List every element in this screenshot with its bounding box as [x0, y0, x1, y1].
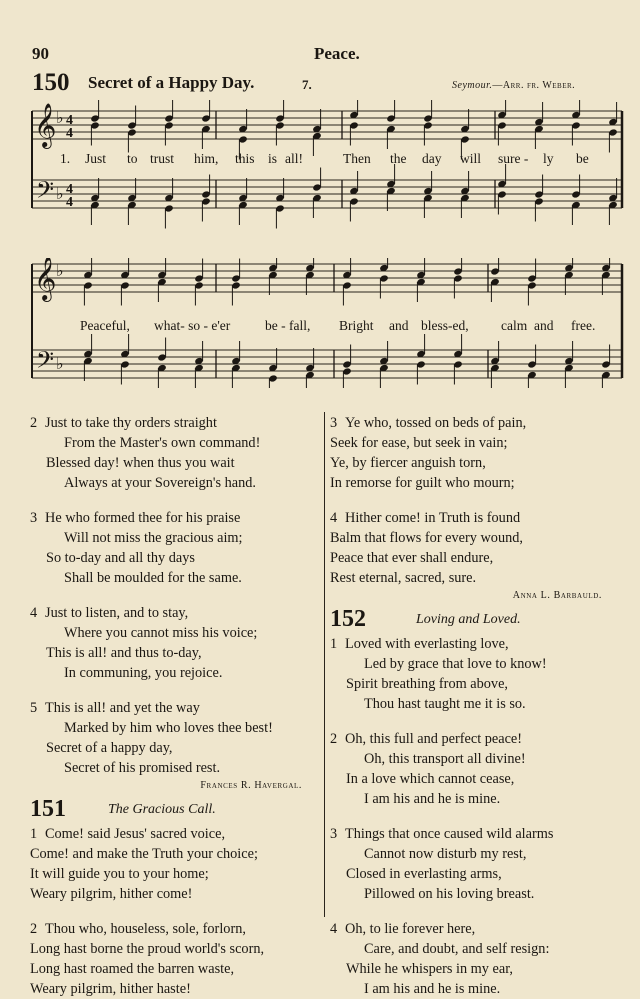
- verse-line: Led by grace that love to know!: [364, 656, 547, 672]
- verse-line: Closed in everlasting arms,: [346, 866, 502, 882]
- running-head: Peace.: [314, 44, 360, 63]
- verse-line: I am his and he is mine.: [364, 791, 501, 807]
- column-divider: [324, 412, 325, 917]
- verse-line: I am his and he is mine.: [364, 981, 501, 997]
- verse-line: Hither come! in Truth is found: [345, 510, 521, 526]
- verse-number: 4: [330, 921, 338, 937]
- verse-line: Always at your Sovereign's hand.: [64, 475, 256, 491]
- verse-line: Things that once caused wild alarms: [345, 826, 554, 842]
- tune-arranger: —Arr. fr. Weber.: [492, 80, 576, 91]
- lyric-syllable: him,: [194, 151, 219, 166]
- verse-line: Just to listen, and to stay,: [45, 605, 189, 621]
- verse-line: Where you cannot miss his voice;: [64, 625, 258, 641]
- verse-line: Ye who, tossed on beds of pain,: [345, 415, 527, 431]
- hymn150-verse-4: [30, 603, 302, 683]
- lyric-syllable: to: [127, 151, 138, 166]
- verse-line: Care, and doubt, and self resign:: [364, 941, 550, 957]
- lyric-syllable: is: [268, 151, 278, 166]
- hymn-header-152: [330, 608, 602, 634]
- lyric-syllable: and: [534, 318, 554, 333]
- page-number: 90: [32, 44, 49, 63]
- bass-clef-icon: 𝄢: [36, 176, 55, 209]
- treble-clef-icon: 𝄞: [34, 258, 57, 300]
- verse-line: Come! said Jesus' sacred voice,: [45, 826, 226, 842]
- verse-line: It will guide you to your home;: [30, 866, 209, 882]
- lyric-syllable: Then: [343, 151, 371, 166]
- hymn-header-151: [30, 798, 302, 824]
- verse-line: Seek for ease, but seek in vain;: [330, 435, 508, 451]
- lyric-syllable: be: [576, 151, 589, 166]
- time-signature: 4: [66, 126, 73, 141]
- lyric-syllable: Bright: [339, 318, 374, 333]
- verse-line: Just to take thy orders straight: [45, 415, 217, 431]
- verse-line: In a love which cannot cease,: [346, 771, 515, 787]
- verse-line: Pillowed on his loving breast.: [364, 886, 535, 902]
- lyric-syllable: and: [389, 318, 409, 333]
- verse-line: This is all! and thus to-day,: [46, 645, 202, 661]
- verse-line: So to-day and all thy days: [46, 550, 195, 566]
- hymn150-verse-3: [30, 508, 302, 588]
- verse-line: While he whispers in my ear,: [346, 961, 513, 977]
- hymn151-verse-3: [330, 413, 602, 493]
- verse-line: Peace that ever shall endure,: [330, 550, 494, 566]
- hymn152-verse-4: [330, 919, 602, 999]
- hymn151-verse-2: [30, 919, 302, 999]
- hymn151-verse-4: [330, 508, 602, 588]
- verse-line: Secret of his promised rest.: [64, 760, 221, 776]
- hymn152-verse-3: [330, 824, 602, 904]
- lyric-line-2: [0, 318, 640, 336]
- verse-line: Thou who, houseless, sole, forlorn,: [45, 921, 246, 937]
- verse-line: Rest eternal, sacred, sure.: [330, 570, 477, 586]
- verse-line: Ye, by fiercer anguish torn,: [330, 455, 486, 471]
- verse-line: Spirit breathing from above,: [346, 676, 508, 692]
- verse-number: 2: [330, 731, 338, 747]
- verse-line: Blessed day! when thus you wait: [46, 455, 235, 471]
- hymn152-verse-1: [330, 634, 602, 714]
- lyric-syllable: the: [390, 151, 407, 166]
- verse-line: This is all! and yet the way: [45, 700, 200, 716]
- author-barbauld: Anna L. Barbauld.: [512, 590, 602, 601]
- author-havergal: Frances R. Havergal.: [200, 780, 302, 791]
- verse-line: Oh, this transport all divine!: [364, 751, 526, 767]
- lyric-syllable: will: [460, 151, 482, 166]
- treble-clef-icon: 𝄞: [34, 103, 57, 147]
- flat-icon: ♭: [56, 184, 64, 203]
- verse-line: Cannot now disturb my rest,: [364, 846, 527, 862]
- lyric-syllable: all!: [285, 151, 303, 166]
- verse-line: In remorse for guilt who mourn;: [330, 475, 515, 491]
- verse-line: Thou hast taught me it is so.: [364, 696, 526, 712]
- lyric-syllable: Peaceful,: [80, 318, 130, 333]
- flat-icon: ♭: [56, 108, 64, 127]
- verse-line: From the Master's own command!: [64, 435, 261, 451]
- verse-number: 2: [30, 415, 38, 431]
- verse-number: 1: [30, 826, 38, 842]
- hymn-number-152: 152: [330, 606, 366, 632]
- verse-line: Long hast borne the proud world's scorn,: [30, 941, 265, 957]
- hymn152-verse-2: [330, 729, 602, 809]
- time-signature: 4: [66, 195, 73, 210]
- verse-line: Marked by him who loves thee best!: [64, 720, 273, 736]
- hymn-meter: 7.: [302, 77, 312, 92]
- flat-icon: ♭: [56, 261, 64, 280]
- lyric-syllable: calm: [501, 318, 528, 333]
- hymn-title-152: Loving and Loved.: [416, 612, 521, 627]
- verse-line: Come! and make the Truth your choice;: [30, 846, 258, 862]
- verse-line: Oh, this full and perfect peace!: [345, 731, 523, 747]
- lyric-syllable: day: [422, 151, 442, 166]
- hymn150-verse-2: [30, 413, 302, 493]
- verse-line: Balm that flows for every wound,: [330, 530, 523, 546]
- hymn151-verse-1: [30, 824, 302, 904]
- tune-name: Seymour.: [452, 80, 493, 91]
- verse-number: 1: [330, 636, 338, 652]
- verse-number: 4: [30, 605, 38, 621]
- verse-line: Loved with everlasting love,: [345, 636, 509, 652]
- verse-line: Secret of a happy day,: [46, 740, 173, 756]
- hymn-number-150: 150: [32, 69, 70, 96]
- tune-credit: [452, 80, 575, 91]
- lyric-syllable: bless-ed,: [421, 318, 469, 333]
- verse-number: 4: [330, 510, 338, 526]
- lyric-syllable: be - fall,: [265, 318, 311, 333]
- lyric-syllable: what- so - e'er: [154, 318, 231, 333]
- verse-number: 5: [30, 700, 38, 716]
- lyric-syllable: ly: [543, 151, 554, 166]
- bass-clef-icon: 𝄢: [36, 346, 55, 379]
- hymn-title-151: The Gracious Call.: [108, 802, 216, 817]
- verse-line: Will not miss the gracious aim;: [64, 530, 243, 546]
- verse-number: 3: [30, 510, 38, 526]
- lyric-syllable: 1.: [60, 151, 71, 166]
- lyric-syllable: this: [235, 151, 255, 166]
- verse-line: Long hast roamed the barren waste,: [30, 961, 235, 977]
- flat-icon: ♭: [56, 354, 64, 373]
- verse-number: 3: [330, 826, 338, 842]
- verse-line: He who formed thee for his praise: [45, 510, 241, 526]
- verse-line: In communing, you rejoice.: [64, 665, 223, 681]
- time-signature: 4: [66, 182, 73, 197]
- hymn-title-150: Secret of a Happy Day.: [88, 73, 255, 92]
- right-column: [330, 413, 602, 999]
- lyric-syllable: free.: [571, 318, 596, 333]
- hymn-number-151: 151: [30, 796, 66, 822]
- left-column: [30, 413, 302, 999]
- hymn150-verse-5: [30, 698, 302, 778]
- verse-line: Oh, to lie forever here,: [345, 921, 476, 937]
- verse-line: Weary pilgrim, hither come!: [30, 886, 193, 902]
- verse-number: 3: [330, 415, 338, 431]
- verse-number: 2: [30, 921, 38, 937]
- verse-line: Weary pilgrim, hither haste!: [30, 981, 191, 997]
- verse-line: Shall be moulded for the same.: [64, 570, 242, 586]
- time-signature: 4: [66, 113, 73, 128]
- lyric-syllable: trust: [150, 151, 175, 166]
- lyric-line-1: [0, 151, 640, 169]
- lyric-syllable: Just: [85, 151, 107, 166]
- lyric-syllable: sure -: [498, 151, 529, 166]
